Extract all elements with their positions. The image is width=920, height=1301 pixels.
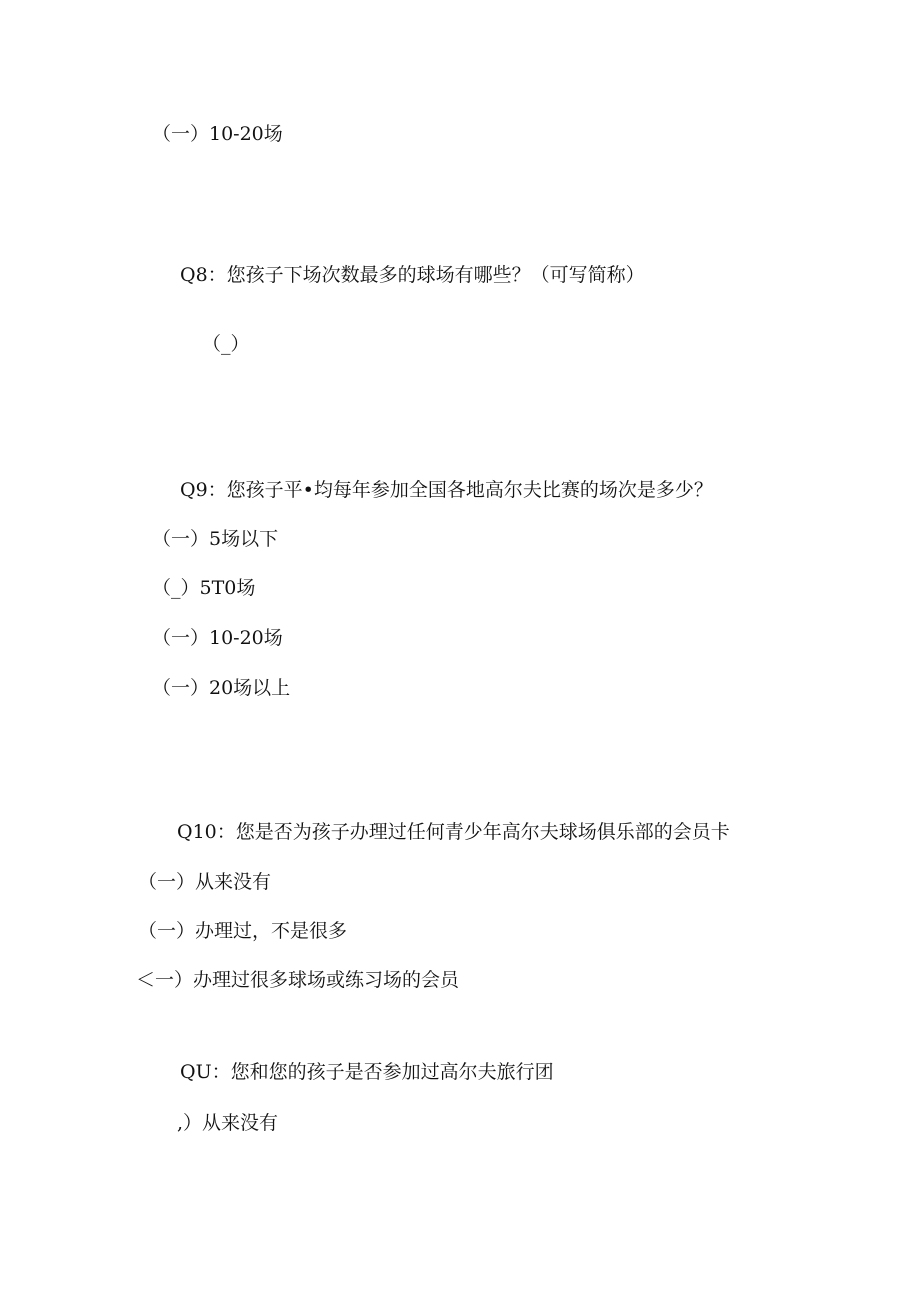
- question-q11: QU：您和您的孩子是否参加过高尔夫旅行团: [180, 1061, 554, 1083]
- q11-option-1: ,）从来没有: [177, 1112, 279, 1134]
- q8-answer-blank: （_）: [202, 333, 250, 355]
- q10-option-2: （一）办理过，不是很多: [138, 920, 348, 942]
- q10-option-3: ＜一）办理过很多球场或练习场的会员: [136, 969, 460, 991]
- q9-option-3: （一）10-20场: [152, 627, 283, 649]
- prev-answer-option: （一）10-20场: [152, 123, 283, 145]
- q9-option-4: （一）20场以上: [152, 677, 291, 699]
- q9-option-2: （_）5T0场: [152, 577, 256, 599]
- q9-option-1: （一）5场以下: [152, 528, 279, 550]
- question-q8: Q8：您孩子下场次数最多的球场有哪些？（可写简称）: [180, 264, 645, 286]
- question-q9: Q9：您孩子平•均每年参加全国各地高尔夫比赛的场次是多少？: [180, 479, 713, 501]
- q10-option-1: （一）从来没有: [138, 871, 272, 893]
- question-q10: Q10：您是否为孩子办理过任何青少年高尔夫球场俱乐部的会员卡: [177, 821, 730, 843]
